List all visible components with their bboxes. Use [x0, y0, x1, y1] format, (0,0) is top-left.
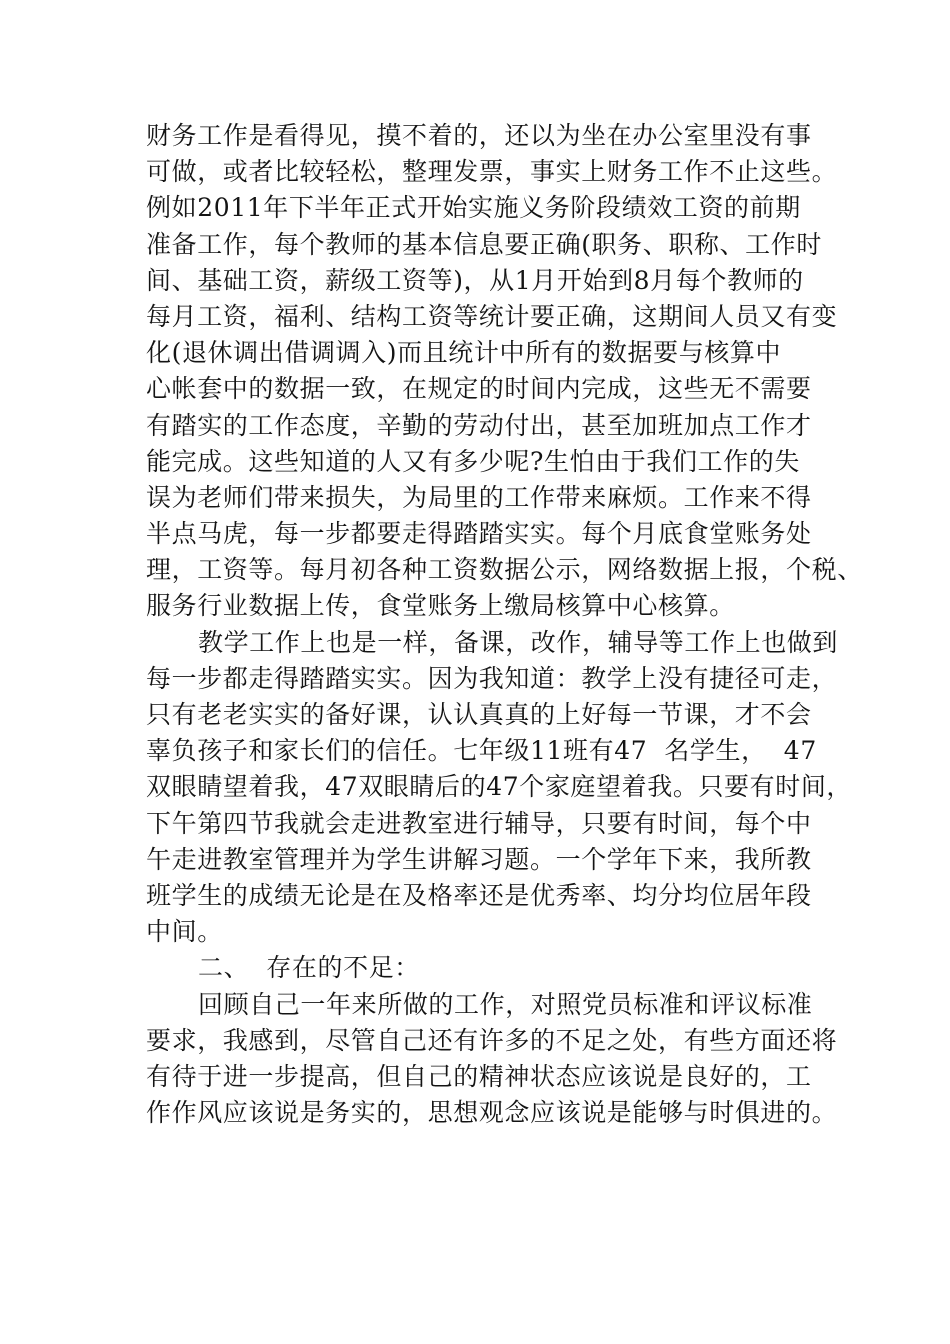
text-line: 每一步都走得踏踏实实。因为我知道：教学上没有捷径可走， [146, 663, 838, 693]
text-line: 教学工作上也是一样，备课，改作，辅导等工作上也做到 [198, 627, 839, 657]
text-line: 作作风应该说是务实的，思想观念应该说是能够与时俱进的。 [146, 1098, 838, 1128]
text-line: 下午第四节我就会走进教室进行辅导，只要有时间，每个中 [146, 808, 812, 838]
text-line: 辜负孩子和家长们的信任。七年级11班有47 名学生， 47 [146, 736, 817, 766]
text-line: 二、 存在的不足： [198, 953, 420, 983]
text-line: 可做，或者比较轻松，整理发票，事实上财务工作不止这些。 [146, 157, 838, 187]
text-line: 能完成。这些知道的人又有多少呢?生怕由于我们工作的失 [146, 446, 801, 476]
text-line: 回顾自己一年来所做的工作，对照党员标准和评议标准 [198, 989, 813, 1019]
text-line: 化(退休调出借调调入)而且统计中所有的数据要与核算中 [146, 338, 782, 368]
text-line: 理，工资等。每月初各种工资数据公示，网络数据上报，个税、 [146, 555, 863, 585]
text-line: 午走进教室管理并为学生讲解习题。一个学年下来，我所教 [146, 844, 812, 874]
text-line: 服务行业数据上传，食堂账务上缴局核算中心核算。 [146, 591, 735, 621]
text-line: 班学生的成绩无论是在及格率还是优秀率、均分均位居年段 [146, 880, 812, 910]
text-line: 准备工作，每个教师的基本信息要正确(职务、职称、工作时 [146, 229, 822, 259]
text-line: 中间。 [146, 917, 223, 947]
text-line: 间、基础工资，薪级工资等)，从1月开始到8月每个教师的 [146, 265, 804, 295]
text-line: 例如2011年下半年正式开始实施义务阶段绩效工资的前期 [146, 193, 801, 223]
text-line: 要求，我感到，尽管自己还有许多的不足之处，有些方面还将 [146, 1025, 838, 1055]
text-line: 双眼睛望着我，47双眼睛后的47个家庭望着我。只要有时间， [146, 772, 853, 802]
text-line: 有待于进一步提高，但自己的精神状态应该说是良好的，工 [146, 1061, 812, 1091]
text-line: 有踏实的工作态度，辛勤的劳动付出，甚至加班加点工作才 [146, 410, 812, 440]
text-line: 误为老师们带来损失，为局里的工作带来麻烦。工作来不得 [146, 482, 812, 512]
body-text [146, 118, 863, 1131]
text-line: 心帐套中的数据一致，在规定的时间内完成，这些无不需要 [146, 374, 812, 404]
text-line: 半点马虎，每一步都要走得踏踏实实。每个月底食堂账务处 [146, 519, 812, 549]
text-line: 每月工资，福利、结构工资等统计要正确，这期间人员又有变 [146, 301, 838, 331]
text-line: 只有老老实实的备好课，认认真真的上好每一节课，才不会 [146, 700, 812, 729]
text-line: 财务工作是看得见，摸不着的，还以为坐在办公室里没有事 [146, 121, 812, 150]
